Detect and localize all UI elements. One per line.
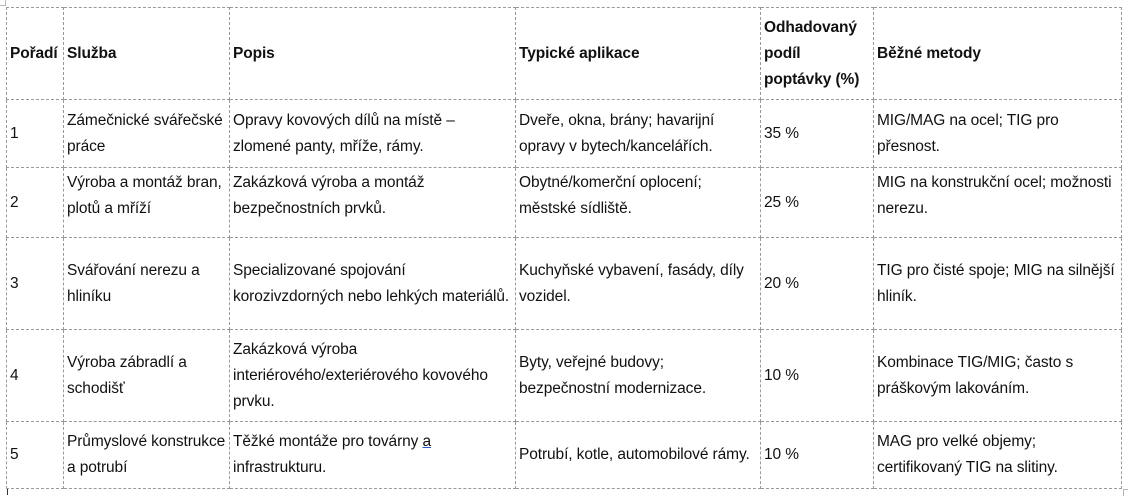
header-methods[interactable]: Běžné metody xyxy=(874,7,1122,100)
cell-description[interactable]: Opravy kovových dílů na místě – zlomené panty, mříže, rámy. xyxy=(230,100,516,168)
services-table xyxy=(6,7,1122,489)
description-text: Těžké montáže pro továrny xyxy=(233,433,423,450)
cell-demand-share[interactable]: 10 % xyxy=(761,422,874,489)
cell-applications[interactable]: Byty, veřejné budovy; bezpečnostní modernizace. xyxy=(516,330,761,422)
table-row xyxy=(6,422,1122,489)
table-header-row xyxy=(6,7,1122,100)
cell-methods[interactable]: MIG na konstrukční ocel; možnosti nerezu. xyxy=(874,168,1122,238)
cell-applications[interactable]: Dveře, okna, brány; havarijní opravy v bytech/kancelářích. xyxy=(516,100,761,168)
cell-rank[interactable]: 2 xyxy=(6,168,64,238)
cell-demand-share[interactable]: 35 % xyxy=(761,100,874,168)
header-description[interactable]: Popis xyxy=(230,7,516,100)
proofing-underlined-word[interactable]: a xyxy=(422,433,432,450)
cell-rank[interactable]: 4 xyxy=(6,330,64,422)
cell-service[interactable]: Výroba zábradlí a schodišť xyxy=(64,330,230,422)
header-rank[interactable]: Pořadí xyxy=(6,7,64,100)
table-row xyxy=(6,330,1122,422)
cell-rank[interactable]: 1 xyxy=(6,100,64,168)
cell-applications[interactable]: Potrubí, kotle, automobilové rámy. xyxy=(516,422,761,489)
cell-applications[interactable]: Kuchyňské vybavení, fasády, díly vozidel. xyxy=(516,238,761,330)
cell-service[interactable]: Výroba a montáž bran, plotů a mříží xyxy=(64,168,230,238)
cell-methods[interactable]: MAG pro velké objemy; certifikovaný TIG na slitiny. xyxy=(874,422,1122,489)
cell-applications[interactable]: Obytné/komerční oplocení; městské sídliště. xyxy=(516,168,761,238)
table-row xyxy=(6,100,1122,168)
cell-description[interactable]: Specializované spojování korozivzdorných nebo lehkých materiálů. xyxy=(230,238,516,330)
description-text: infrastrukturu. xyxy=(233,459,327,476)
header-demand-share[interactable]: Odhadovaný podíl poptávky (%) xyxy=(761,7,874,100)
cell-methods[interactable]: Kombinace TIG/MIG; často s práškovým lakováním. xyxy=(874,330,1122,422)
cell-demand-share[interactable]: 25 % xyxy=(761,168,874,238)
cell-rank[interactable]: 5 xyxy=(6,422,64,489)
text-cursor xyxy=(7,489,8,495)
cell-demand-share[interactable]: 20 % xyxy=(761,238,874,330)
cell-demand-share[interactable]: 10 % xyxy=(761,330,874,422)
header-service[interactable]: Služba xyxy=(64,7,230,100)
cell-rank[interactable]: 3 xyxy=(6,238,64,330)
cell-description[interactable]: Zakázková výroba interiérového/exteriérového kovového prvku. xyxy=(230,330,516,422)
cell-service[interactable]: Svářování nerezu a hliníku xyxy=(64,238,230,330)
cell-description[interactable] xyxy=(230,422,516,489)
table-row xyxy=(6,238,1122,330)
header-applications[interactable]: Typické aplikace xyxy=(516,7,761,100)
cell-methods[interactable]: TIG pro čisté spoje; MIG na silnější hliník. xyxy=(874,238,1122,330)
table-row xyxy=(6,168,1122,238)
cell-service[interactable]: Zámečnické svářečské práce xyxy=(64,100,230,168)
cell-service[interactable]: Průmyslové konstrukce a potrubí xyxy=(64,422,230,489)
cell-description[interactable]: Zakázková výroba a montáž bezpečnostních prvků. xyxy=(230,168,516,238)
cell-methods[interactable]: MIG/MAG na ocel; TIG pro přesnost. xyxy=(874,100,1122,168)
table-move-handle[interactable] xyxy=(0,0,6,6)
